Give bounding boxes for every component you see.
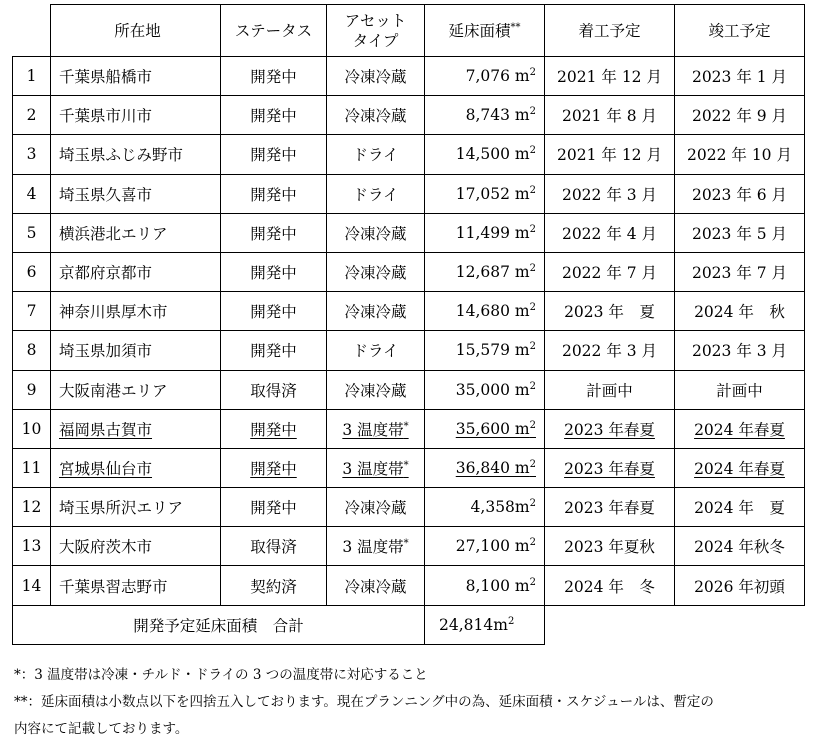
row-status-text: 開発中 [250,107,297,126]
header-asset-type-line1: アセット [344,11,407,30]
row-floor-area [425,448,545,487]
row-number: 7 [13,292,51,331]
row-floor-area-unit: 2 [529,262,536,274]
row-asset-type-text: ドライ [352,185,399,204]
row-status-text: 開発中 [250,420,297,439]
row-status-text: 開発中 [250,68,297,87]
row-location-text: 横浜港北エリア [59,224,168,243]
row-asset-type-text: ドライ [352,342,399,361]
row-completion-text: 2023 年 6 月 [691,185,788,204]
footnote-continuation: 内容にて記載しております。 [14,721,189,737]
row-asset-type-wrap [344,68,406,86]
row-floor-area-text: 12,687 m [455,263,530,282]
row-floor-area-unit: 2 [529,223,536,235]
row-start [545,96,675,135]
row-completion [675,331,805,370]
row-asset-type-mark: * [403,538,409,550]
row-location-text: 千葉県習志野市 [59,577,168,596]
footnote-double-asterisk: **：延床面積は小数点以下を四捨五入しております。現在プランニング中の為、延床面積・スケジュールは、暫定の [14,694,714,710]
total-label: 開発予定延床面積 合計 [13,605,425,644]
row-location [51,331,221,370]
row-start-text: 2021 年 12 月 [557,68,662,87]
row-asset-type [327,213,425,252]
row-floor-area-text: 14,500 m [455,145,530,164]
row-asset-type [327,96,425,135]
row-floor-area-text: 7,076 m [465,67,530,86]
row-location-text: 大阪南港エリア [59,381,168,400]
row-status-text: 開発中 [250,459,297,478]
row-location [51,213,221,252]
row-floor-area-wrap [466,67,536,85]
row-location [51,566,221,605]
row-floor-area [425,213,545,252]
row-asset-type [327,57,425,96]
row-start-text: 2021 年 12 月 [557,146,662,165]
row-start-text: 2023 年春夏 [564,420,655,439]
row-completion-text: 2024 年春夏 [694,459,785,478]
row-asset-type [327,448,425,487]
row-location [51,57,221,96]
row-floor-area-wrap [456,224,536,242]
row-floor-area [425,331,545,370]
row-completion-text: 2024 年 秋 [694,303,785,322]
row-number: 5 [13,213,51,252]
row-asset-type [327,488,425,527]
row-status-text: 開発中 [250,224,297,243]
row-floor-area-wrap [456,145,536,163]
total-value [425,605,545,644]
row-floor-area-wrap [456,341,536,359]
row-completion-text: 2024 年春夏 [694,420,785,439]
row-status-text: 開発中 [250,264,297,283]
footnote-asterisk: *：3 温度帯は冷凍・チルド・ドライの 3 つの温度帯に対応すること [14,667,428,683]
header-asset-type [327,5,425,57]
row-location-text: 京都府京都市 [59,264,153,283]
row-status-text: 開発中 [250,146,297,165]
row-start [545,527,675,566]
row-asset-type-mark: * [403,420,409,432]
table-row [13,448,805,487]
row-asset-type-mark: * [403,459,409,471]
row-asset-type-text: 3 温度帯 [342,538,404,557]
row-completion [675,252,805,291]
row-asset-type-wrap [342,421,408,439]
row-status [221,527,327,566]
row-completion [675,409,805,448]
row-floor-area-wrap [456,302,536,320]
row-completion-text: 2023 年 3 月 [691,342,788,361]
row-asset-type-text: 3 温度帯 [342,459,404,478]
row-status [221,96,327,135]
row-completion [675,488,805,527]
row-floor-area-text: 15,579 m [455,341,530,360]
table-row [13,488,805,527]
row-asset-type-wrap [344,303,406,321]
row-floor-area-wrap [466,106,536,124]
row-floor-area-text: 27,100 m [455,537,530,556]
row-number: 3 [13,135,51,174]
row-status [221,331,327,370]
row-completion [675,174,805,213]
row-start [545,135,675,174]
row-location [51,96,221,135]
row-location-text: 埼玉県所沢エリア [59,499,184,518]
row-floor-area-text: 36,840 m [455,458,530,477]
header-status: ステータス [221,5,327,57]
row-floor-area [425,96,545,135]
row-status [221,292,327,331]
table-row [13,566,805,605]
row-location-text: 埼玉県加須市 [59,342,153,361]
row-floor-area-unit: 2 [529,458,536,470]
row-floor-area-text: 8,100 m [465,576,530,595]
row-start-text: 2022 年 7 月 [561,264,658,283]
row-status-text: 契約済 [250,577,297,596]
row-completion-text: 計画中 [716,381,763,400]
row-start [545,448,675,487]
row-status [221,174,327,213]
row-start [545,331,675,370]
row-completion [675,370,805,409]
row-asset-type [327,135,425,174]
table-row [13,57,805,96]
row-floor-area-unit: 2 [529,184,536,196]
row-floor-area-unit: 2 [529,537,536,549]
row-asset-type-text: 冷凍冷蔵 [344,499,407,518]
row-location [51,370,221,409]
row-completion-text: 2023 年 5 月 [691,224,788,243]
row-location-text: 埼玉県久喜市 [59,185,153,204]
table-row [13,174,805,213]
row-start-text: 2022 年 4 月 [561,224,658,243]
row-status [221,448,327,487]
row-completion-text: 2023 年 1 月 [691,68,788,87]
row-number: 6 [13,252,51,291]
table-row [13,527,805,566]
row-status [221,252,327,291]
row-asset-type [327,331,425,370]
row-asset-type-wrap [342,538,408,556]
row-completion-text: 2026 年初頭 [694,577,785,596]
row-location [51,527,221,566]
row-location-text: 神奈川県厚木市 [59,303,168,322]
table-row [13,292,805,331]
row-asset-type-wrap [344,225,406,243]
row-floor-area-text: 11,499 m [455,223,530,242]
row-location [51,488,221,527]
row-status [221,488,327,527]
row-status [221,566,327,605]
row-status-text: 開発中 [250,499,297,518]
row-completion [675,57,805,96]
row-floor-area-wrap [456,381,536,399]
row-start [545,409,675,448]
row-status-text: 開発中 [250,185,297,204]
row-floor-area-unit: 2 [529,66,536,78]
row-start-text: 2024 年 冬 [564,577,655,596]
row-completion-text: 2024 年秋冬 [694,538,785,557]
row-completion-text: 2024 年 夏 [694,499,785,518]
row-asset-type [327,370,425,409]
row-floor-area-unit: 2 [529,302,536,314]
header-completion: 竣工予定 [675,5,805,57]
row-start-text: 計画中 [586,381,633,400]
row-asset-type-wrap [344,578,406,596]
row-completion [675,566,805,605]
row-asset-type-text: 冷凍冷蔵 [344,224,407,243]
row-floor-area-wrap [456,459,536,477]
row-asset-type-wrap [352,146,398,164]
row-status [221,135,327,174]
row-floor-area-wrap [466,577,536,595]
row-asset-type-text: ドライ [352,146,399,165]
row-asset-type-text: 冷凍冷蔵 [344,107,407,126]
row-number: 11 [13,448,51,487]
header-asset-type-line2: タイプ [352,31,399,50]
row-floor-area-unit: 2 [529,106,536,118]
row-number: 9 [13,370,51,409]
row-asset-type-wrap [344,382,406,400]
row-asset-type-text: 冷凍冷蔵 [344,68,407,87]
row-completion-text: 2023 年 7 月 [691,264,788,283]
row-start [545,252,675,291]
row-floor-area-unit: 2 [529,145,536,157]
row-status [221,370,327,409]
header-start: 着工予定 [545,5,675,57]
total-value-unit: 2 [507,615,515,627]
total-row [13,605,805,644]
header-row [13,5,805,57]
row-floor-area [425,409,545,448]
row-start-text: 2022 年 3 月 [561,185,658,204]
row-asset-type-wrap [352,186,398,204]
row-asset-type [327,292,425,331]
row-asset-type-text: 冷凍冷蔵 [344,303,407,322]
row-floor-area [425,252,545,291]
row-status [221,57,327,96]
row-floor-area-text: 8,743 m [465,106,530,125]
row-asset-type-text: 冷凍冷蔵 [344,264,407,283]
row-floor-area [425,292,545,331]
total-empty [545,605,805,644]
table-row [13,409,805,448]
row-number: 8 [13,331,51,370]
row-location-text: 埼玉県ふじみ野市 [59,146,184,165]
row-start-text: 2021 年 8 月 [561,107,658,126]
row-asset-type-text: 冷凍冷蔵 [344,577,407,596]
header-floor-area-mark: ** [510,21,521,33]
table-row [13,252,805,291]
table-row [13,213,805,252]
header-corner [13,5,51,57]
row-asset-type-wrap [344,107,406,125]
row-asset-type-wrap [352,342,398,360]
row-number: 4 [13,174,51,213]
row-asset-type-text: 冷凍冷蔵 [344,381,407,400]
row-start [545,566,675,605]
row-completion [675,96,805,135]
row-status [221,409,327,448]
row-completion [675,527,805,566]
row-start [545,292,675,331]
row-floor-area-wrap [456,420,536,438]
row-floor-area-text: 4,358m [470,498,530,517]
row-floor-area [425,174,545,213]
row-location [51,409,221,448]
row-completion-text: 2022 年 10 月 [687,146,792,165]
row-completion [675,135,805,174]
header-floor-area-label: 延床面積 [448,21,511,40]
row-location [51,292,221,331]
row-start-text: 2023 年春夏 [564,499,655,518]
row-floor-area-unit: 2 [529,341,536,353]
row-status-text: 取得済 [250,538,297,557]
total-value-text: 24,814m [439,615,508,634]
row-number: 10 [13,409,51,448]
row-start-text: 2022 年 3 月 [561,342,658,361]
row-completion [675,213,805,252]
table-row [13,135,805,174]
row-location [51,174,221,213]
row-floor-area-unit: 2 [529,419,536,431]
row-asset-type-wrap [342,460,408,478]
row-asset-type [327,174,425,213]
row-floor-area-wrap [456,185,536,203]
row-start [545,213,675,252]
row-start-text: 2023 年夏秋 [564,538,655,557]
row-start-text: 2023 年 夏 [564,303,655,322]
row-asset-type-text: 3 温度帯 [342,420,404,439]
row-floor-area [425,488,545,527]
row-floor-area-text: 17,052 m [455,184,530,203]
row-location-text: 大阪府茨木市 [59,538,153,557]
row-location [51,448,221,487]
development-table [12,4,805,645]
header-floor-area [425,5,545,57]
row-floor-area [425,566,545,605]
row-start-text: 2023 年春夏 [564,459,655,478]
table-row [13,96,805,135]
footnotes [14,662,714,743]
row-location [51,135,221,174]
row-number: 12 [13,488,51,527]
row-location [51,252,221,291]
table-row [13,331,805,370]
row-completion-text: 2022 年 9 月 [691,107,788,126]
row-location-text: 千葉県市川市 [59,107,153,126]
row-start [545,370,675,409]
row-asset-type-wrap [344,264,406,282]
row-status-text: 取得済 [250,381,297,400]
row-floor-area-text: 35,600 m [455,419,530,438]
row-start [545,57,675,96]
row-asset-type-wrap [344,499,406,517]
row-floor-area-unit: 2 [529,576,536,588]
row-status-text: 開発中 [250,303,297,322]
row-status-text: 開発中 [250,342,297,361]
row-floor-area-unit: 2 [529,380,536,392]
header-location: 所在地 [51,5,221,57]
row-floor-area [425,370,545,409]
row-number: 13 [13,527,51,566]
row-start [545,174,675,213]
row-number: 14 [13,566,51,605]
row-floor-area [425,135,545,174]
row-asset-type [327,527,425,566]
row-location-text: 福岡県古賀市 [59,420,153,439]
row-floor-area-wrap [471,498,536,516]
row-floor-area-wrap [456,263,536,281]
row-floor-area-unit: 2 [529,498,536,509]
row-status [221,213,327,252]
row-number: 1 [13,57,51,96]
table-row [13,370,805,409]
row-location-text: 千葉県船橋市 [59,68,153,87]
row-floor-area [425,57,545,96]
row-completion [675,448,805,487]
row-asset-type [327,409,425,448]
row-floor-area-text: 35,000 m [455,380,530,399]
row-floor-area [425,527,545,566]
row-number: 2 [13,96,51,135]
row-start [545,488,675,527]
row-asset-type [327,566,425,605]
row-asset-type [327,252,425,291]
row-completion [675,292,805,331]
row-location-text: 宮城県仙台市 [59,459,153,478]
row-floor-area-wrap [456,537,536,555]
row-floor-area-text: 14,680 m [455,302,530,321]
